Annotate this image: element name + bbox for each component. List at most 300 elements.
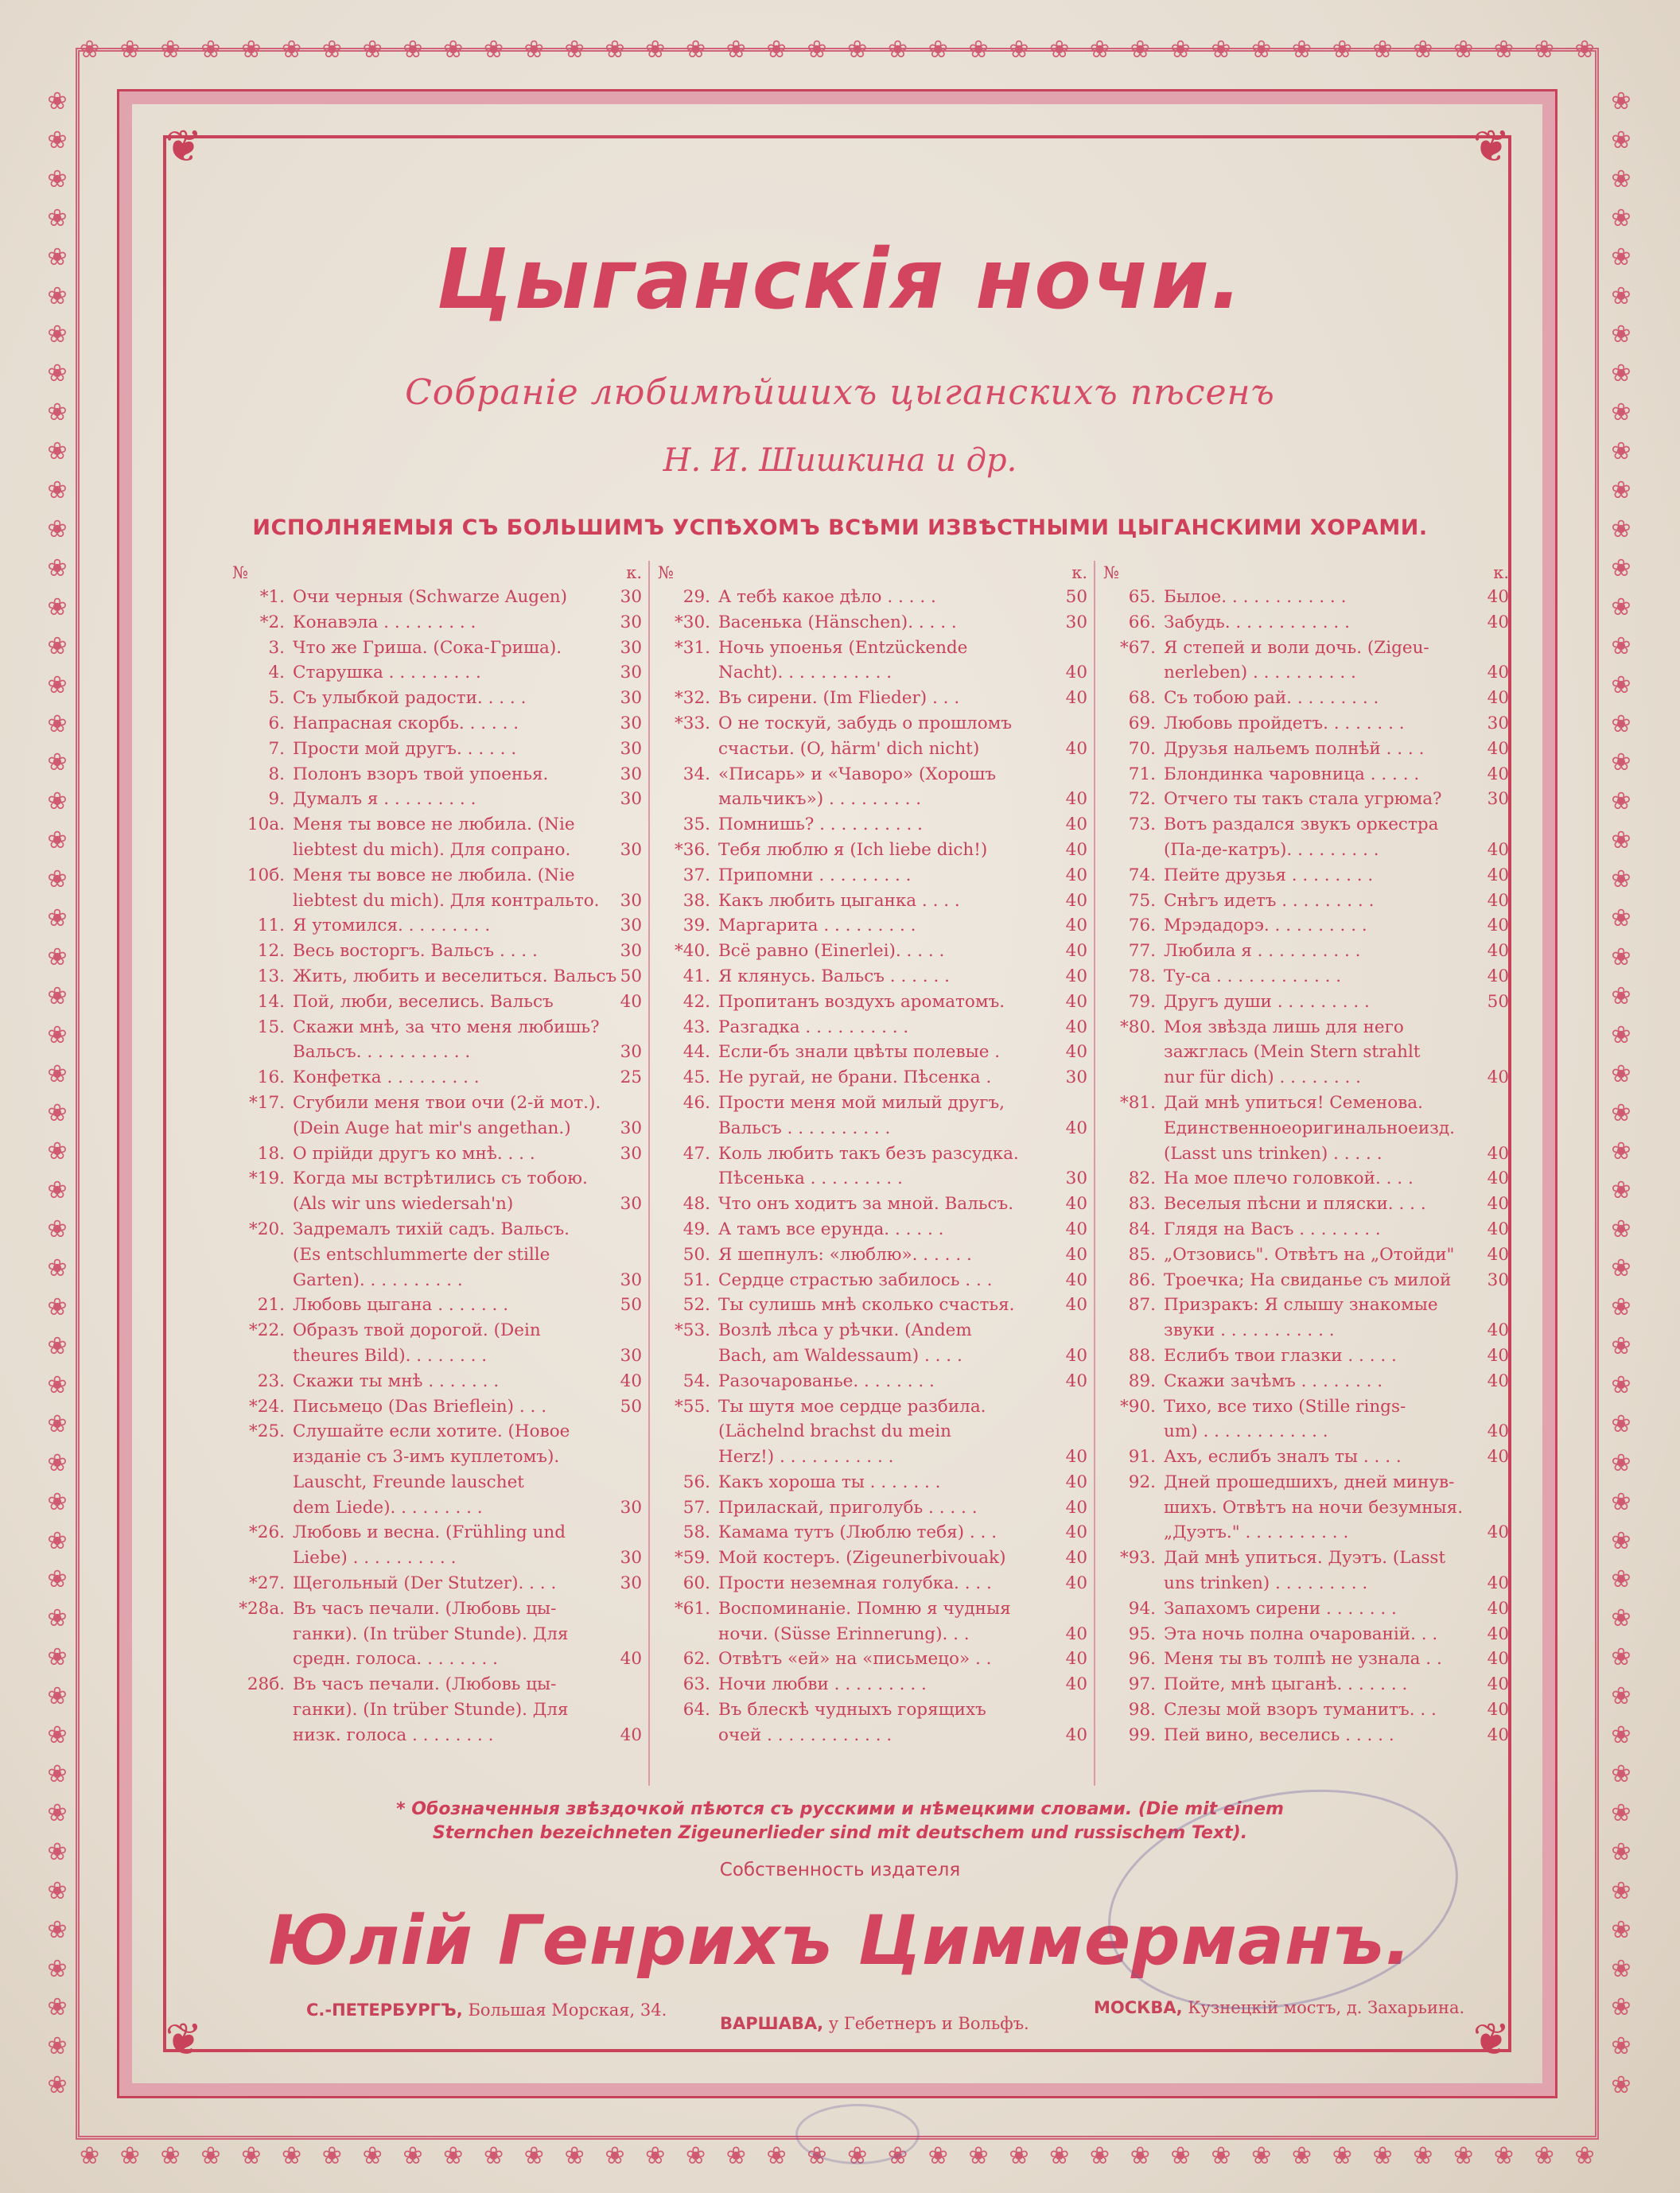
ornament-glyph: ❀ xyxy=(47,1721,68,1750)
entry-number: 86. xyxy=(1128,1270,1156,1290)
entry-title-line xyxy=(232,585,642,610)
entry-title-text: На мое плечо головкой. . . . xyxy=(1164,1168,1414,1189)
ornament-glyph: ❀ xyxy=(1332,35,1352,64)
entry-number: 99. xyxy=(1128,1724,1156,1745)
entry-title-line xyxy=(658,1293,1087,1318)
entry-title-text: Что онъ ходитъ за мной. Вальсъ. xyxy=(718,1194,1014,1215)
entry-number: 71. xyxy=(1128,764,1156,784)
ornament-glyph: ❀ xyxy=(1611,1371,1631,1399)
authors-line: Н. И. Шишкина и др. xyxy=(663,442,1017,479)
entry-title-line: (Па-де-катръ). . . . . . . . . xyxy=(1164,839,1379,860)
entry-number: *27. xyxy=(249,1573,285,1594)
entry-title-line xyxy=(1103,585,1509,610)
entry-title-line xyxy=(232,1520,642,1546)
entry-title-line: низк. голоса . . . . . . . . xyxy=(293,1724,494,1745)
entry-price: 40 xyxy=(1065,1118,1087,1138)
entry-number: *1. xyxy=(259,587,285,607)
ornament-glyph: ❀ xyxy=(1291,2141,1312,2170)
entry-number: 48. xyxy=(682,1194,710,1215)
entry-title-text: Думалъ я . . . . . . . . . xyxy=(293,789,476,810)
entry-title-text: Коль любить такъ безъ разсудка. xyxy=(718,1143,1019,1164)
entry-title-text: Ты сулишь мнѣ сколько счастья. xyxy=(718,1295,1015,1316)
ornament-glyph: ❀ xyxy=(1611,476,1631,505)
entry-price: 40 xyxy=(1065,663,1087,683)
ornament-glyph: ❀ xyxy=(1611,1915,1631,1944)
ornament-glyph: ❀ xyxy=(1372,35,1393,64)
ornament-glyph: ❀ xyxy=(1611,165,1631,193)
ornament-glyph: ❀ xyxy=(443,35,464,64)
ornament-glyph: ❀ xyxy=(47,204,68,232)
entry-title-text: Другъ души . . . . . . . . . xyxy=(1164,991,1370,1012)
corner-ornament-bottom-left: ❦ xyxy=(165,2014,203,2066)
ornament-glyph: ❀ xyxy=(1251,35,1272,64)
catalog-entry xyxy=(1103,913,1509,939)
entry-title-line xyxy=(232,1217,642,1242)
catalog-entry xyxy=(232,585,642,610)
entry-title-line xyxy=(658,1192,1087,1217)
ornament-glyph: ❀ xyxy=(47,1565,68,1594)
ornament-glyph: ❀ xyxy=(725,2141,746,2170)
catalog-entry xyxy=(232,636,642,661)
ornament-glyph: ❀ xyxy=(402,35,423,64)
entry-title-text: Маргарита . . . . . . . . . xyxy=(718,916,916,936)
catalog-entry xyxy=(1103,686,1509,711)
entry-number: 69. xyxy=(1128,713,1156,733)
entry-price: 40 xyxy=(1487,1067,1509,1088)
entry-title-text: Очи черныя (Schwarze Augen) xyxy=(293,587,568,607)
entry-number: 15. xyxy=(257,1017,285,1037)
ornament-glyph: ❀ xyxy=(483,2141,504,2170)
catalog-entry xyxy=(1103,1672,1509,1697)
entry-title-line xyxy=(1103,1369,1509,1394)
catalog-entry xyxy=(658,1268,1087,1293)
entry-title-text: Что же Гриша. (Сока-Гриша). xyxy=(293,637,562,658)
catalog-entry xyxy=(658,610,1087,636)
ornament-glyph: ❀ xyxy=(1611,1098,1631,1127)
ornament-glyph: ❀ xyxy=(766,2141,787,2170)
entry-title-text: А тамъ все ерунда. . . . . . xyxy=(718,1219,944,1239)
ornament-glyph: ❀ xyxy=(1611,1215,1631,1244)
entry-price: 40 xyxy=(1065,839,1087,860)
catalog-entry xyxy=(658,1470,1087,1495)
entry-number: 12. xyxy=(257,941,285,962)
entry-price: 30 xyxy=(1487,1270,1509,1290)
entry-price: 40 xyxy=(1065,1194,1087,1215)
ornament-glyph: ❀ xyxy=(47,360,68,388)
entry-title-text: Щегольный (Der Stutzer). . . . xyxy=(293,1573,557,1594)
entry-price: 40 xyxy=(1487,865,1509,885)
entry-number: 65. xyxy=(1128,587,1156,607)
ornament-glyph: ❀ xyxy=(47,87,68,115)
entry-title-text: Всё равно (Einerlei). . . . . xyxy=(718,941,945,962)
ornament-glyph: ❀ xyxy=(1611,1254,1631,1283)
entry-price: 40 xyxy=(1065,1497,1087,1518)
ornament-glyph: ❀ xyxy=(847,35,868,64)
entry-title-text: Слезы мой взоръ туманитъ. . . xyxy=(1164,1700,1437,1721)
entry-title-line xyxy=(1103,1672,1509,1697)
ornament-glyph: ❀ xyxy=(1611,437,1631,466)
entry-title-text: О прійди другъ ко мнѣ. . . . xyxy=(293,1143,535,1164)
entry-price: 40 xyxy=(1487,941,1509,962)
entry-price: 40 xyxy=(1487,1674,1509,1695)
ornament-glyph: ❀ xyxy=(1611,1837,1631,1866)
entry-title-text: Скажи ты мнѣ . . . . . . . xyxy=(293,1371,500,1391)
catalog-entry xyxy=(1103,1394,1509,1445)
ornament-glyph: ❀ xyxy=(47,1487,68,1516)
entry-number: 23. xyxy=(257,1371,285,1391)
entry-title-line xyxy=(658,1571,1087,1596)
catalog-entry xyxy=(1103,1091,1509,1166)
entry-price: 50 xyxy=(1065,587,1087,607)
entry-title-text: Любовь и весна. (Frühling und xyxy=(293,1522,566,1543)
entry-title-text: А тебѣ какое дѣло . . . . . xyxy=(718,587,936,607)
ornament-glyph: ❀ xyxy=(47,787,68,816)
column-header-price: к. xyxy=(1493,563,1509,582)
ornament-glyph: ❀ xyxy=(47,1021,68,1049)
entry-title-text: Былое. . . . . . . . . . . . xyxy=(1164,587,1347,607)
entry-price: 40 xyxy=(1487,839,1509,860)
entry-number: 72. xyxy=(1128,789,1156,810)
ornament-glyph: ❀ xyxy=(119,2141,140,2170)
entry-number: *32. xyxy=(675,688,710,709)
entry-number: 96. xyxy=(1128,1649,1156,1670)
ornament-glyph: ❀ xyxy=(1611,1993,1631,2022)
entry-number: 34. xyxy=(682,764,710,784)
catalog-entry xyxy=(658,1065,1087,1091)
entry-title-line: Bach, am Waldessaum) . . . . xyxy=(718,1345,962,1366)
entry-title-line xyxy=(1103,1596,1509,1622)
entry-number: *26. xyxy=(249,1522,285,1543)
entry-number: 85. xyxy=(1128,1244,1156,1265)
entry-title-text: Друзья нальемъ полнѣй . . . . xyxy=(1164,738,1425,759)
ornament-glyph: ❀ xyxy=(1611,1410,1631,1438)
catalog-entry xyxy=(1103,762,1509,787)
ornament-glyph: ❀ xyxy=(1009,2141,1029,2170)
entry-price: 40 xyxy=(1065,916,1087,936)
catalog-entry xyxy=(232,1596,642,1672)
ornament-glyph: ❀ xyxy=(47,865,68,894)
ornament-glyph: ❀ xyxy=(1170,2141,1191,2170)
catalog-entry xyxy=(658,585,1087,610)
entry-price: 40 xyxy=(1487,1219,1509,1239)
catalog-entry xyxy=(658,964,1087,990)
catalog-entry xyxy=(232,711,642,737)
entry-title-line xyxy=(232,1166,642,1192)
entry-title-text: Дай мнѣ упиться! Семенова. xyxy=(1164,1092,1423,1113)
catalog-entry xyxy=(658,812,1087,838)
entry-title-text: Пей вино, веселись . . . . . xyxy=(1164,1724,1394,1745)
ornament-glyph: ❀ xyxy=(1611,282,1631,310)
catalog-entry xyxy=(1103,1470,1509,1546)
entry-title-text: Я шепнулъ: «люблю». . . . . . xyxy=(718,1244,972,1265)
entry-number: 57. xyxy=(682,1497,710,1518)
subtitle: Собраніе любимѣйшихъ цыганскихъ пѣсенъ xyxy=(405,372,1275,413)
ornament-glyph: ❀ xyxy=(47,1643,68,1672)
ornament-glyph: ❀ xyxy=(1611,1954,1631,1983)
catalog-entry xyxy=(232,610,642,636)
ornament-glyph: ❀ xyxy=(1611,1759,1631,1788)
entry-price: 40 xyxy=(1487,612,1509,632)
entry-title-line xyxy=(658,990,1087,1015)
ornament-glyph: ❀ xyxy=(47,1293,68,1322)
entry-price: 40 xyxy=(620,1371,642,1391)
ornament-glyph: ❀ xyxy=(47,632,68,660)
catalog-entry xyxy=(1103,1622,1509,1647)
song-catalog xyxy=(232,561,1509,1786)
ornament-glyph: ❀ xyxy=(1332,2141,1352,2170)
catalog-entry xyxy=(232,863,642,914)
catalog-entry xyxy=(232,1369,642,1394)
entry-price: 40 xyxy=(1065,1244,1087,1265)
catalog-entry xyxy=(232,812,642,863)
address-city: МОСКВА, xyxy=(1094,1998,1183,2017)
column-header-number: № xyxy=(658,563,674,582)
entry-number: 4. xyxy=(268,663,285,683)
ornament-glyph: ❀ xyxy=(483,35,504,64)
catalog-entry xyxy=(658,711,1087,762)
entry-price: 30 xyxy=(620,839,642,860)
catalog-column-3 xyxy=(1103,561,1509,1786)
ornament-glyph: ❀ xyxy=(564,2141,585,2170)
entry-title-line xyxy=(1103,610,1509,636)
catalog-entry xyxy=(232,1217,642,1293)
catalog-entry xyxy=(1103,711,1509,737)
ornament-glyph: ❀ xyxy=(1611,1643,1631,1672)
ornament-glyph: ❀ xyxy=(443,2141,464,2170)
ornament-glyph: ❀ xyxy=(1611,1293,1631,1322)
entry-number: 43. xyxy=(682,1017,710,1037)
entry-title-text: Веселыя пѣсни и пляски. . . . xyxy=(1164,1194,1426,1215)
entry-number: 29. xyxy=(682,587,710,607)
ornament-glyph: ❀ xyxy=(362,2141,383,2170)
entry-title-line: (Es entschlummerte der stille xyxy=(293,1244,550,1265)
entry-price: 30 xyxy=(620,941,642,962)
entry-title-line xyxy=(1103,711,1509,737)
ornament-glyph: ❀ xyxy=(47,982,68,1010)
ornament-glyph: ❀ xyxy=(47,1448,68,1477)
entry-number: 98. xyxy=(1128,1700,1156,1721)
entry-number: 79. xyxy=(1128,991,1156,1012)
entry-title-line: dem Liede). . . . . . . . . xyxy=(293,1497,483,1518)
catalog-entry xyxy=(232,1672,642,1748)
entry-number: 74. xyxy=(1128,865,1156,885)
entry-price: 40 xyxy=(1065,1573,1087,1594)
catalog-entry xyxy=(1103,737,1509,762)
catalog-entry xyxy=(658,1394,1087,1470)
property-line: Собственность издателя xyxy=(719,1860,961,1880)
entry-number: *28a. xyxy=(239,1598,285,1619)
entry-number: 41. xyxy=(682,966,710,986)
entry-title-line xyxy=(1103,1697,1509,1723)
entry-price: 40 xyxy=(620,991,642,1012)
entry-title-text: Припомни . . . . . . . . . xyxy=(718,865,912,885)
ornament-glyph: ❀ xyxy=(1611,321,1631,349)
address-st-petersburg xyxy=(306,2001,667,2020)
entry-price: 40 xyxy=(620,1724,642,1745)
catalog-entry xyxy=(658,1015,1087,1040)
entry-title-line xyxy=(232,1141,642,1167)
entry-title-text: Дней прошедшихъ, дней минув- xyxy=(1164,1472,1455,1492)
entry-title-text: Пой, люби, веселись. Вальсъ xyxy=(293,991,554,1012)
ornament-glyph: ❀ xyxy=(1611,1798,1631,1827)
ornament-glyph: ❀ xyxy=(47,126,68,154)
catalog-entry xyxy=(658,1192,1087,1217)
entry-title-text: Скажи зачѣмъ . . . . . . . . xyxy=(1164,1371,1383,1391)
entry-number: *25. xyxy=(249,1421,285,1442)
entry-title-text: О не тоскуй, забудь о прошломъ xyxy=(718,713,1013,733)
catalog-entry xyxy=(658,939,1087,964)
entry-title-text: Сердце страстью забилось . . . xyxy=(718,1270,993,1290)
catalog-entry xyxy=(1103,787,1509,812)
entry-title-line xyxy=(232,990,642,1015)
entry-title-text: Ты шутя мое сердце разбила. xyxy=(718,1396,986,1417)
entry-number: 88. xyxy=(1128,1345,1156,1366)
entry-title-line: uns trinken) . . . . . . . . . xyxy=(1164,1573,1368,1594)
ornament-glyph: ❀ xyxy=(47,671,68,699)
entry-number: *59. xyxy=(675,1548,710,1569)
performance-line: ИСПОЛНЯЕМЫЯ СЪ БОЛЬШИМЪ УСПѢХОМЪ ВСѢМИ ИЗВѢСТНЫМИ ЦЫГАНСКИМИ ХОРАМИ. xyxy=(252,515,1428,540)
entry-title-text: Не ругай, не брани. Пѣсенка . xyxy=(718,1067,992,1088)
entry-title-line: средн. голоса. . . . . . . . xyxy=(293,1649,498,1670)
ornament-glyph: ❀ xyxy=(80,35,100,64)
entry-title-line: „Дуэтъ." . . . . . . . . . . xyxy=(1164,1522,1349,1543)
ornament-glyph: ❀ xyxy=(47,437,68,466)
entry-title-line xyxy=(1103,1470,1509,1495)
ornament-glyph: ❀ xyxy=(1211,35,1231,64)
ornament-glyph: ❀ xyxy=(47,1215,68,1244)
entry-title-text: Блондинка чаровница . . . . . xyxy=(1164,764,1420,784)
entry-title-line: Пѣсенька . . . . . . . . . xyxy=(718,1168,903,1189)
entry-price: 40 xyxy=(1487,764,1509,784)
entry-title-line xyxy=(1103,913,1509,939)
ornament-glyph: ❀ xyxy=(1611,1060,1631,1088)
column-header-number: № xyxy=(1103,563,1119,582)
entry-price: 40 xyxy=(1487,1143,1509,1164)
ornament-glyph: ❀ xyxy=(47,710,68,738)
entry-title-text: Задремалъ тихій садъ. Вальсъ. xyxy=(293,1219,570,1239)
entry-title-text: Запахомъ сирени . . . . . . . xyxy=(1164,1598,1397,1619)
entry-title-text: Ту-са . . . . . . . . . . . . xyxy=(1164,966,1342,986)
catalog-entry xyxy=(1103,812,1509,863)
entry-number: 45. xyxy=(682,1067,710,1088)
entry-number: *80. xyxy=(1120,1017,1156,1037)
ornament-glyph: ❀ xyxy=(1009,35,1029,64)
entry-title-text: Дай мнѣ упиться. Дуэтъ. (Lasst xyxy=(1164,1548,1446,1569)
entry-number: *24. xyxy=(249,1396,285,1417)
entry-title-line xyxy=(658,1647,1087,1672)
ornament-glyph: ❀ xyxy=(160,2141,181,2170)
ornament-glyph: ❀ xyxy=(645,2141,666,2170)
entry-title-line xyxy=(232,1318,642,1343)
entry-title-line xyxy=(1103,863,1509,888)
entry-price: 40 xyxy=(1065,1623,1087,1644)
entry-title-text: Любила я . . . . . . . . . . xyxy=(1164,941,1361,962)
entry-price: 40 xyxy=(1487,1345,1509,1366)
column-header xyxy=(1103,561,1509,585)
entry-title-line xyxy=(658,1369,1087,1394)
column-divider xyxy=(648,561,650,1786)
catalog-entry xyxy=(658,762,1087,813)
catalog-entry xyxy=(232,1571,642,1596)
entry-number: *67. xyxy=(1120,637,1156,658)
catalog-entry xyxy=(1103,888,1509,914)
ornament-glyph: ❀ xyxy=(1611,710,1631,738)
entry-number: *20. xyxy=(249,1219,285,1239)
entry-title-line: звуки . . . . . . . . . . . xyxy=(1164,1320,1335,1341)
entry-price: 30 xyxy=(620,738,642,759)
ornament-glyph: ❀ xyxy=(564,35,585,64)
catalog-entry xyxy=(1103,1343,1509,1369)
entry-number: 14. xyxy=(257,991,285,1012)
ornament-glyph: ❀ xyxy=(47,1798,68,1827)
entry-price: 30 xyxy=(1065,1168,1087,1189)
entry-title-line xyxy=(1103,787,1509,812)
ornament-glyph: ❀ xyxy=(1611,1721,1631,1750)
catalog-entry xyxy=(658,1697,1087,1748)
catalog-entry xyxy=(1103,1546,1509,1596)
entry-title-line xyxy=(658,1091,1087,1116)
entry-number: *53. xyxy=(675,1320,710,1341)
entry-price: 40 xyxy=(1065,1548,1087,1569)
entry-title-line xyxy=(658,1065,1087,1091)
entry-title-line xyxy=(658,636,1087,661)
entry-title-text: Въ блескѣ чудныхъ горящихъ xyxy=(718,1700,986,1721)
entry-price: 40 xyxy=(1065,815,1087,835)
entry-number: *90. xyxy=(1120,1396,1156,1417)
entry-price: 40 xyxy=(1065,1674,1087,1695)
catalog-entry xyxy=(1103,964,1509,990)
footnote-line-2: Sternchen bezeichneten Zigeunerlieder sind mit deutschem und russischem Text). xyxy=(432,1823,1248,1843)
entry-title-line xyxy=(232,1419,642,1445)
entry-title-line xyxy=(232,636,642,661)
catalog-entry xyxy=(658,1369,1087,1394)
catalog-entry xyxy=(1103,1647,1509,1672)
ornament-glyph: ❀ xyxy=(1170,35,1191,64)
entry-title-line xyxy=(1103,762,1509,787)
catalog-entry xyxy=(658,1293,1087,1318)
entry-title-text: «Писарь» и «Чаворо» (Хорошъ xyxy=(718,764,997,784)
entry-number: 5. xyxy=(268,688,285,709)
ornament-glyph: ❀ xyxy=(241,35,262,64)
catalog-entry xyxy=(658,990,1087,1015)
ornament-glyph: ❀ xyxy=(1453,2141,1474,2170)
catalog-entry xyxy=(1103,1723,1509,1748)
entry-number: 7. xyxy=(268,738,285,759)
entry-title-text: Полонъ взоръ твой упоенья. xyxy=(293,764,549,784)
catalog-entry xyxy=(1103,636,1509,686)
catalog-entry xyxy=(658,1141,1087,1192)
entry-title-line xyxy=(232,711,642,737)
entry-title-line: ганки). (In trüber Stunde). Для xyxy=(293,1623,569,1644)
entry-price: 40 xyxy=(1487,1598,1509,1619)
entry-title-line xyxy=(232,1015,642,1040)
entry-title-text: Снѣгъ идетъ . . . . . . . . . xyxy=(1164,890,1375,911)
ornament-glyph: ❀ xyxy=(1611,1021,1631,1049)
ornament-glyph: ❀ xyxy=(807,35,827,64)
ornament-glyph: ❀ xyxy=(685,35,706,64)
catalog-entry xyxy=(658,1091,1087,1141)
ornament-glyph: ❀ xyxy=(47,826,68,855)
catalog-entry xyxy=(1103,1192,1509,1217)
entry-title-line xyxy=(1103,964,1509,990)
ornament-glyph: ❀ xyxy=(1611,632,1631,660)
ornament-glyph: ❀ xyxy=(1611,1876,1631,1905)
entry-number: *17. xyxy=(249,1092,285,1113)
entry-price: 30 xyxy=(620,663,642,683)
catalog-entry xyxy=(232,990,642,1015)
entry-title-text: Ахъ, еслибъ зналъ ты . . . . xyxy=(1164,1447,1402,1468)
ornament-glyph: ❀ xyxy=(119,35,140,64)
